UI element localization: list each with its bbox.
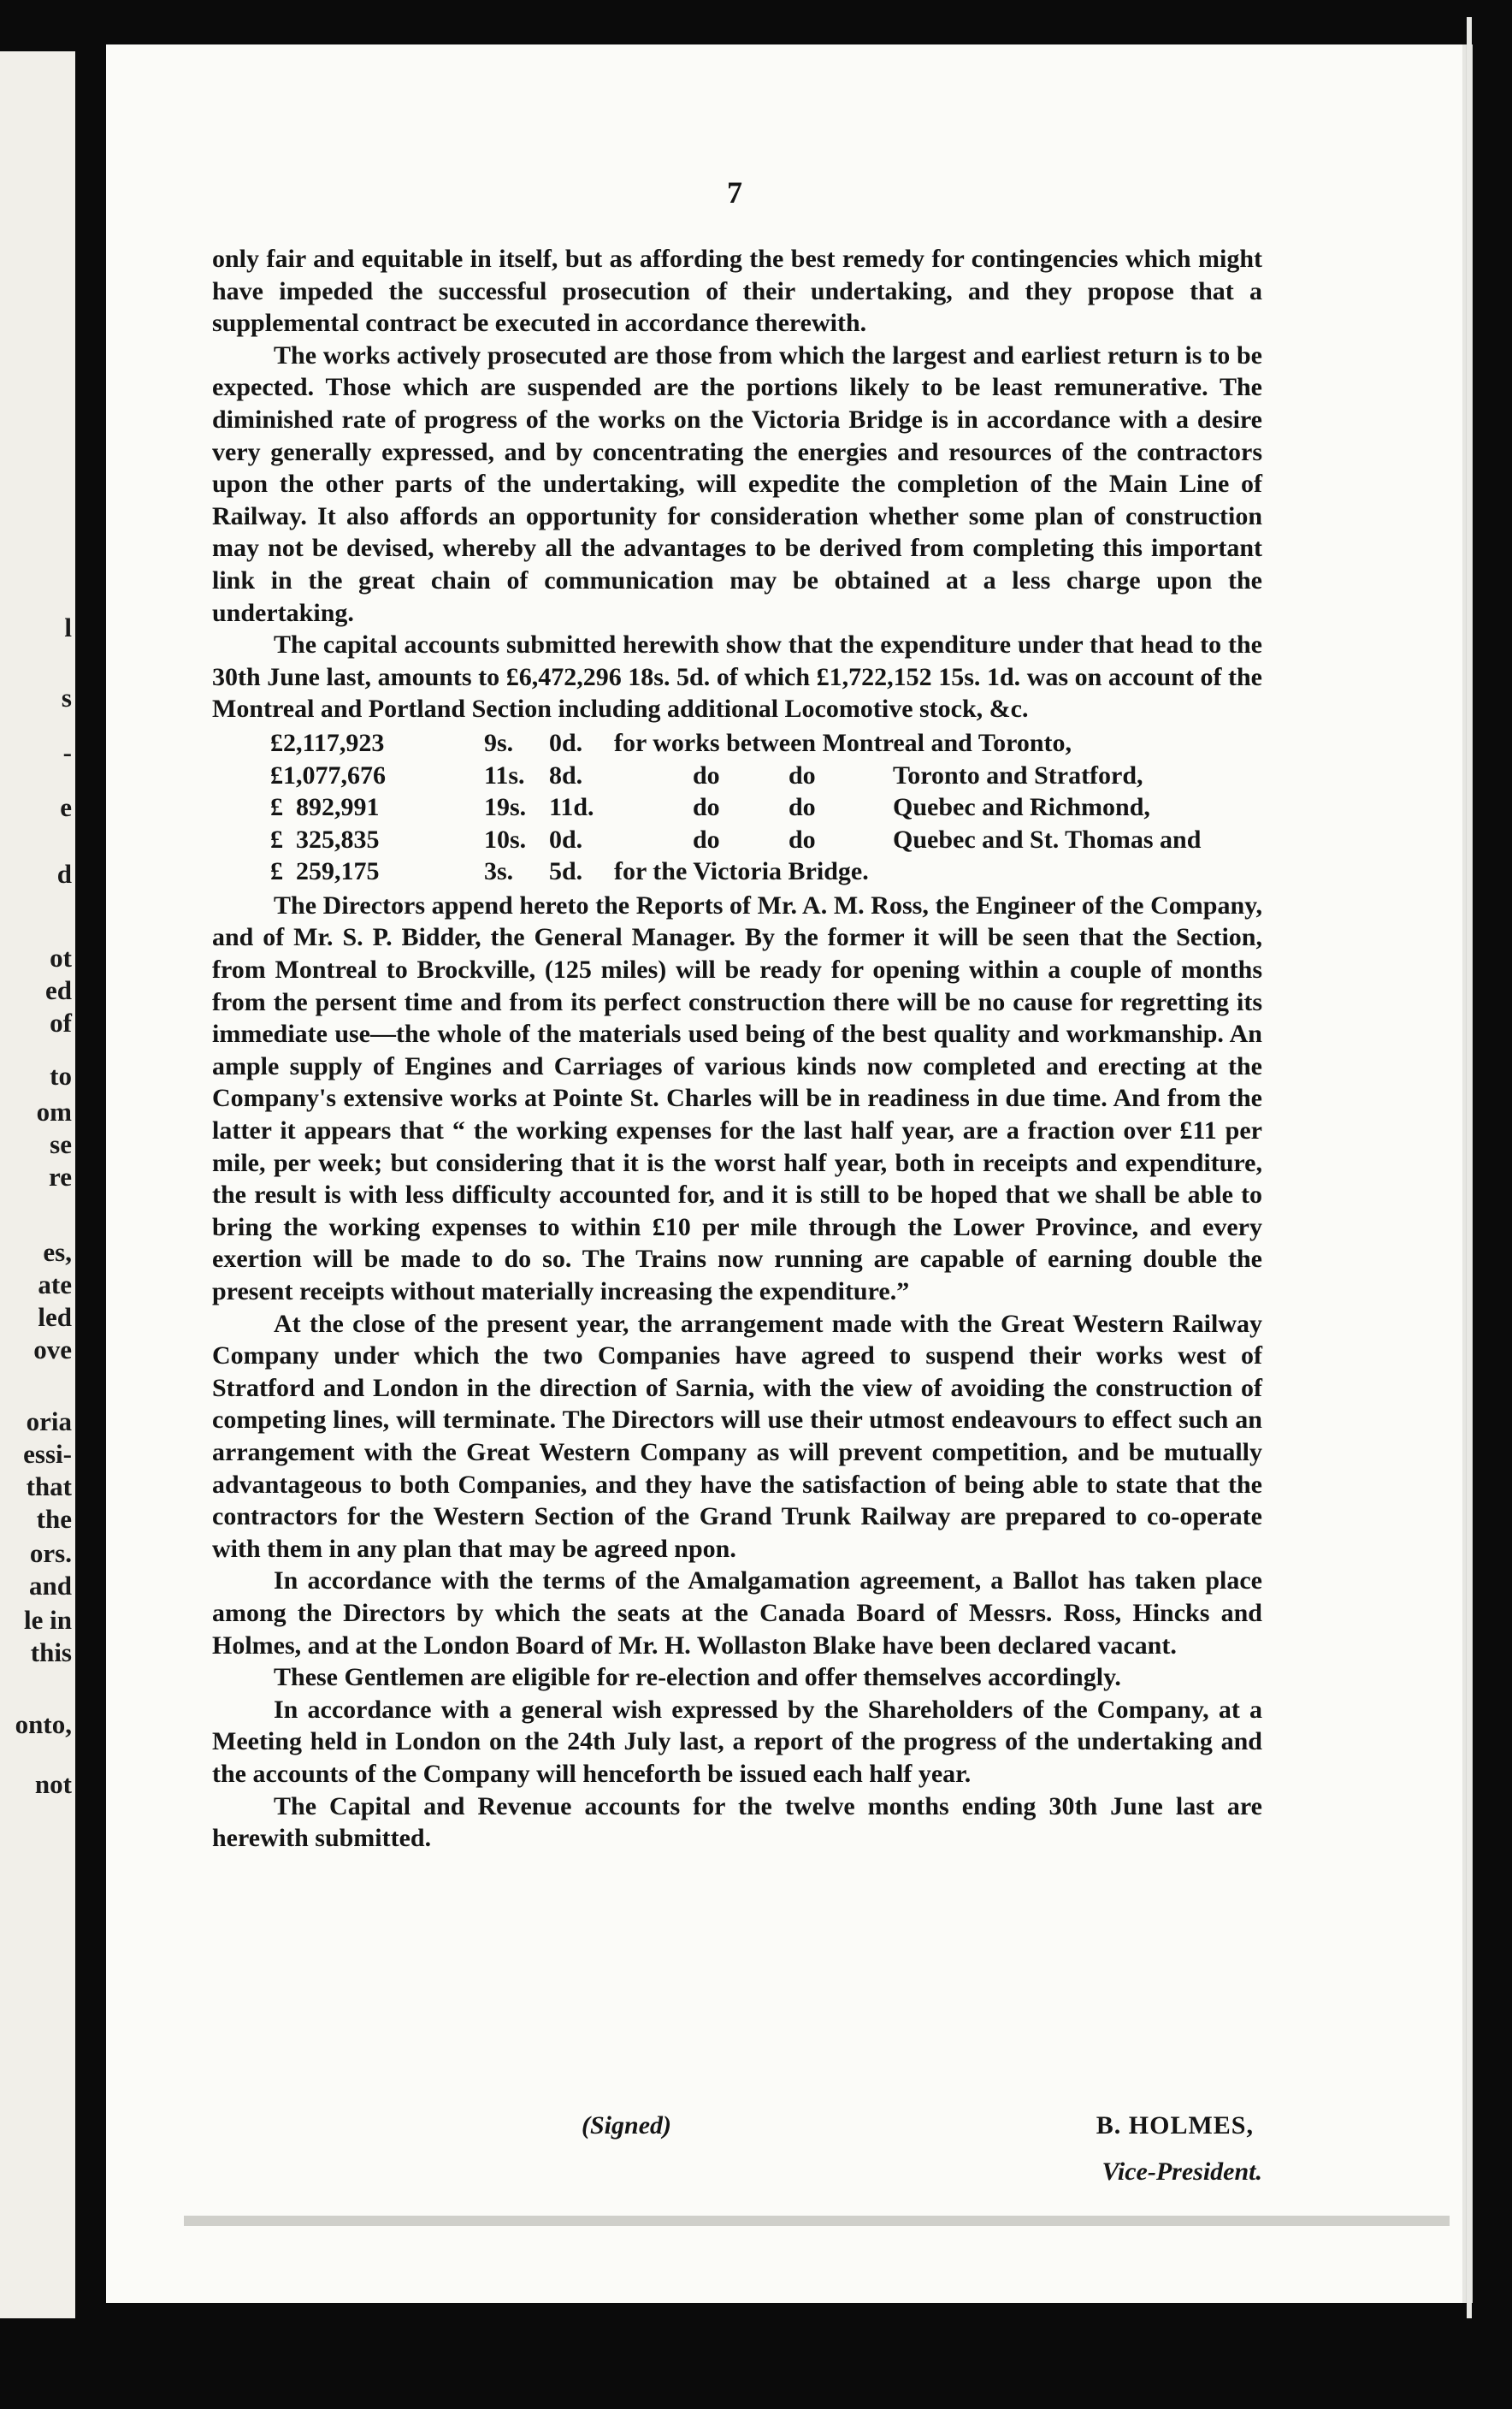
signature-block (212, 2111, 1262, 2214)
left-page-fragment: ors. (29, 1538, 72, 1568)
left-page-fragment: l (64, 613, 72, 642)
paragraph: The Directors append hereto the Reports of Mr. A. M. Ross, the Engineer of the Company, and of Mr. S. P. Bidder, the General Manager. By the former it will be seen that the Section, from Montreal to Brockville, (125 miles) will be ready for opening within a couple of months from the persent time and from its perfect construction there will be no cause for regretting its immediate use—the whole of the materials used being of the best quality and workmanship. An ample supply of Engines and Carriages of various kinds now completed and erecting at the Company's extensive works at Pointe St. Charles will be in readiness in due time. And from the latter it appears that “ the working expenses for the last half year, are a fraction over £11 per mile, per week; but considering that it is the worst half year, both in receipts and expenditure, the result is with less difficulty accounted for, and it is still to be hoped that we shall be able to bring the working expenses to within £10 per mile through the Lower Province, and every exertion will be made to do so. The Trains now running are capable of earning double the present receipts without materially increasing the expenditure.” (212, 891, 1262, 1305)
paragraph: only fair and equitable in itself, but as affording the best remedy for contingencies which might have impeded the successful prosecution of their undertaking, and they propose that a supplemental contract be executed in accordance therewith. (212, 245, 1262, 338)
left-page-fragment: ate (38, 1270, 72, 1299)
left-page-fragment: led (38, 1302, 72, 1332)
shillings-cell: 11s. (484, 761, 525, 790)
paragraph: In accordance with a general wish expressed by the Shareholders of the Company, at a Meeting held in London on the 24th July last, a report of the progress of the undertaking and the accounts of the Company will henceforth be issued each half year. (212, 1695, 1262, 1788)
ditto-cell: do (788, 825, 816, 854)
paragraph: At the close of the present year, the arrangement made with the Great Western Railway Company under which the two Companies have agreed to suspend their works west of Stratford and London in the direction of Sarnia, with the view of avoiding the construction of competing lines, will terminate. The Directors will use their utmost endeavours to effect such an arrangement with the Great Western Company as will prevent competition, and be mutually advantageous to both Companies, and they have the satisfaction of being able to state that the contractors for the Western Section of the Grand Trunk Railway are prepared to co-operate with them in any plan that may be agreed npon. (212, 1309, 1262, 1563)
pence-cell: 0d. (549, 825, 583, 854)
shillings-cell: 10s. (484, 825, 527, 854)
left-page-fragment: onto, (15, 1709, 72, 1739)
amount-cell: £ 325,835 (270, 825, 380, 854)
paragraph: The works actively prosecuted are those from which the largest and earliest return is to be expected. Those which are suspended are the portions likely to be least remunerative. The diminished rate of progress of the works on the Victoria Bridge is in accordance with a desire very generally expressed, and by concentrating the energies and resources of the contractors upon the other parts of the undertaking, will expedite the completion of the Main Line of Railway. It also affords an opportunity for consideration whether some plan of construction may not be devised, whereby all the advantages to be derived from completing this important link in the great chain of communication may be obtained at a less charge upon the undertaking. (212, 340, 1262, 627)
ditto-cell: do (788, 793, 816, 822)
signed-note: (Signed) (582, 2111, 671, 2140)
pence-cell: 0d. (549, 728, 583, 757)
adjacent-page-strip (0, 51, 75, 2318)
ditto-cell: do (788, 761, 816, 790)
pence-cell: 8d. (549, 761, 583, 790)
expenditure-table (270, 727, 1201, 888)
place-cell: Quebec and St. Thomas and (893, 825, 1202, 854)
prefix-text: for the Victoria Bridge. (614, 857, 869, 886)
amount-cell: £1,077,676 (270, 761, 386, 790)
table-row (270, 727, 1201, 760)
place-cell: Quebec and Richmond, (893, 793, 1150, 822)
place-cell: Toronto and Stratford, (893, 761, 1143, 790)
left-page-fragment: es, (43, 1237, 72, 1267)
left-page-fragment: ot (50, 943, 72, 973)
left-page-fragment: the (36, 1504, 72, 1534)
paragraph: In accordance with the terms of the Amalgamation agreement, a Ballot has taken place among the Directors by which the seats at the Canada Board of Messrs. Ross, Hincks and Holmes, and at the London Board of Mr. H. Wollaston Blake have been declared vacant. (212, 1566, 1262, 1660)
left-page-fragment: ed (45, 975, 72, 1005)
left-page-fragment: this (30, 1637, 72, 1667)
left-page-fragment: not (34, 1769, 72, 1799)
amount-cell: £2,117,923 (270, 728, 385, 757)
paragraph: The capital accounts submitted herewith show that the expenditure under that head to the 30th June last, amounts to £6,472,296 18s. 5d. of which £1,722,152 15s. 1d. was on account of the Montreal and Portland Section including additional Locomotive stock, &c. (212, 630, 1262, 724)
paragraph: These Gentlemen are eligible for re-election and offer themselves accordingly. (274, 1663, 1121, 1692)
left-page-fragment: d (56, 859, 72, 889)
document-body (212, 243, 1262, 1855)
description-cell (614, 727, 1201, 760)
signer-title: Vice-President. (1102, 2157, 1262, 2186)
left-page-fragment: s (61, 683, 72, 713)
left-page-fragment: se (50, 1129, 72, 1159)
page-bottom-edge (184, 2216, 1450, 2226)
page-edge (1467, 17, 1472, 2318)
place-text: Montreal and Toronto, (822, 728, 1072, 757)
paragraph: The Capital and Revenue accounts for the twelve months ending 30th June last are herewith submitted. (212, 1791, 1262, 1853)
table-row (270, 824, 1201, 856)
ditto-cell: do (693, 793, 720, 822)
page-number: 7 (727, 175, 742, 210)
ditto-cell: do (693, 825, 720, 854)
amount-cell: £ 259,175 (270, 857, 380, 886)
prefix-text: for works between (614, 728, 817, 757)
table-row (270, 855, 1201, 888)
ditto-cell: do (693, 761, 720, 790)
left-page-fragment: e (60, 792, 72, 822)
description-cell (614, 855, 1201, 888)
left-page-fragment: ove (33, 1335, 72, 1364)
left-page-fragment: re (49, 1162, 72, 1192)
signer-name: B. HOLMES, (1096, 2111, 1254, 2140)
left-page-fragment: to (50, 1061, 72, 1091)
left-page-fragment: and (29, 1571, 72, 1601)
pence-cell: 5d. (549, 857, 583, 886)
table-row (270, 760, 1201, 792)
amount-cell: £ 892,991 (270, 793, 380, 822)
left-page-fragment: - (62, 737, 72, 767)
shillings-cell: 9s. (484, 728, 514, 757)
shillings-cell: 19s. (484, 793, 527, 822)
pence-cell: 11d. (549, 793, 594, 822)
shillings-cell: 3s. (484, 857, 514, 886)
left-page-fragment: that (26, 1471, 72, 1501)
left-page-fragment: essi- (23, 1439, 72, 1469)
left-page-fragment: le in (24, 1605, 72, 1635)
left-page-fragment: of (50, 1008, 72, 1038)
left-page-fragment: om (36, 1097, 72, 1127)
table-row (270, 791, 1201, 824)
left-page-fragment: oria (26, 1406, 72, 1436)
